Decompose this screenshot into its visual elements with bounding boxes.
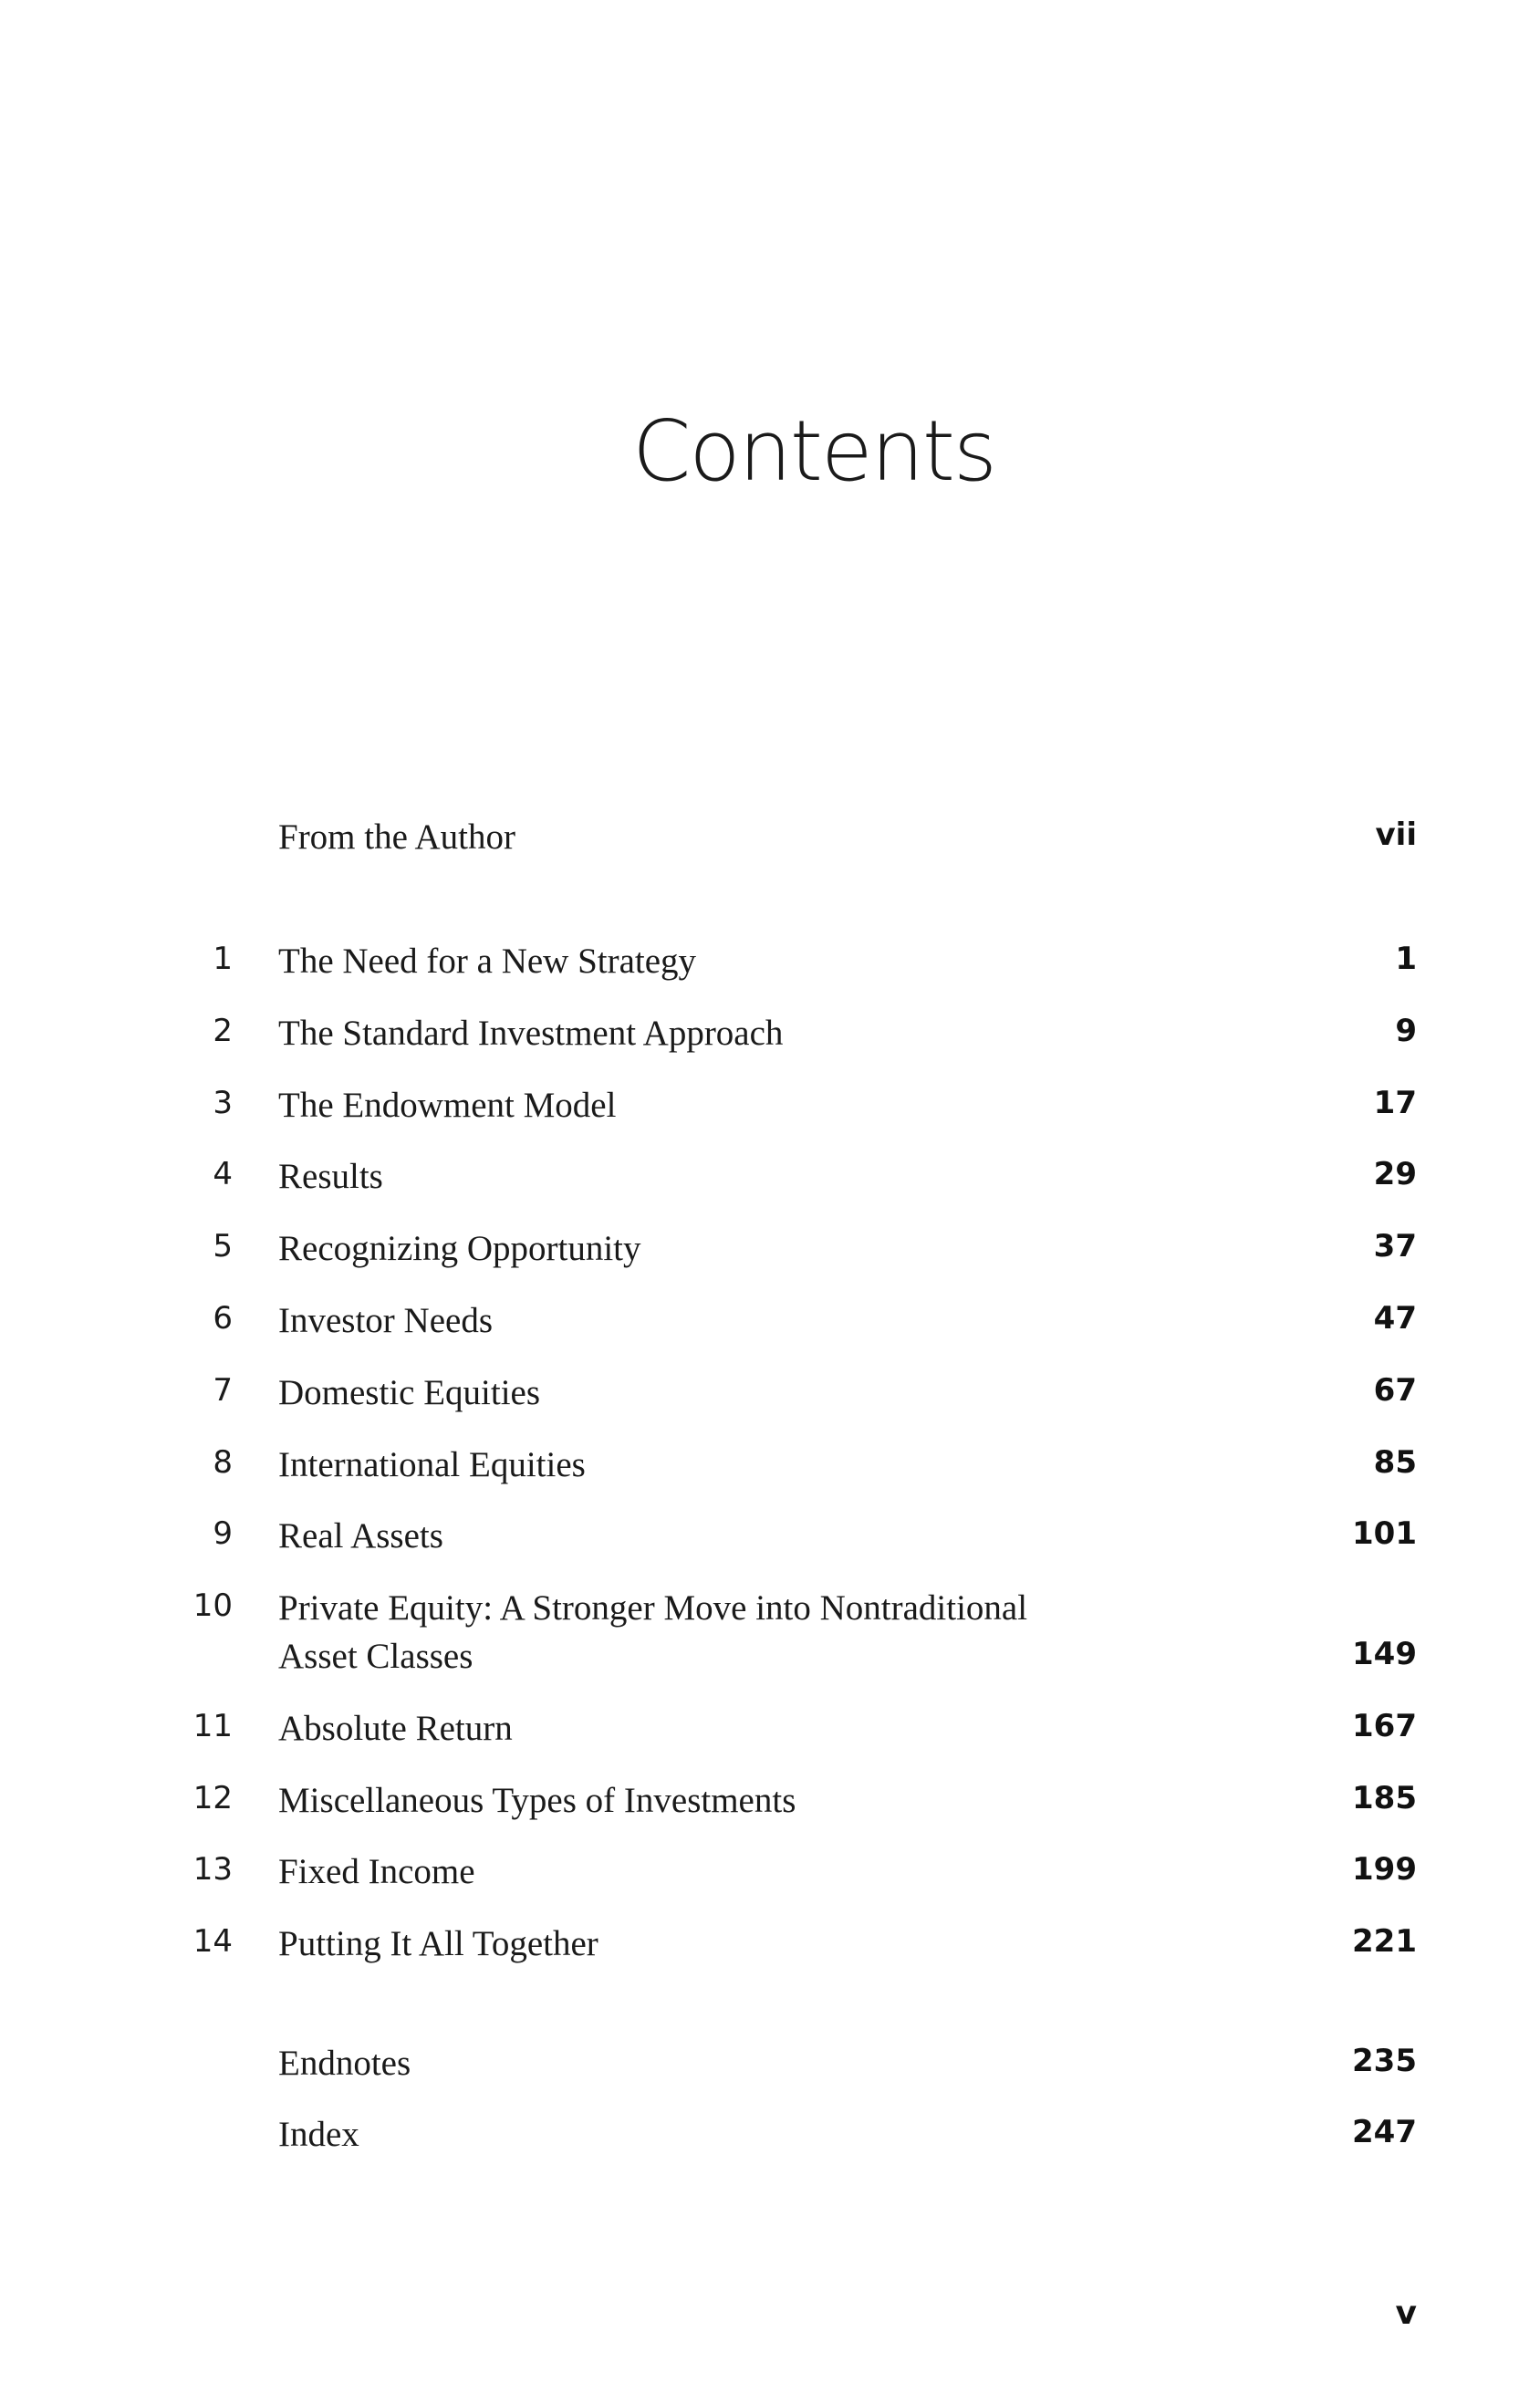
chapter-number: 11 bbox=[192, 1708, 233, 1744]
page-title: Contents bbox=[632, 402, 995, 500]
toc-entry-chapter-12[interactable] bbox=[0, 1776, 1540, 1831]
chapter-number: 3 bbox=[213, 1085, 233, 1121]
toc-entry-page: 247 bbox=[1352, 2114, 1417, 2150]
chapter-number: 13 bbox=[192, 1851, 233, 1888]
toc-entry-chapter-2[interactable] bbox=[0, 1009, 1540, 1064]
chapter-number: 2 bbox=[213, 1013, 233, 1049]
toc-entry-title: Miscellaneous Types of Investments bbox=[278, 1781, 796, 1820]
toc-entry-chapter-10[interactable] bbox=[0, 1584, 1540, 1689]
chapter-number: 10 bbox=[192, 1587, 233, 1624]
toc-entry-chapter-4[interactable] bbox=[0, 1152, 1540, 1207]
toc-entry-page: 37 bbox=[1373, 1228, 1417, 1264]
chapter-number: 5 bbox=[213, 1228, 233, 1264]
toc-entry-page: vii bbox=[1375, 817, 1417, 853]
toc-entry-chapter-14[interactable] bbox=[0, 1920, 1540, 1974]
toc-entry-title: Recognizing Opportunity bbox=[278, 1229, 641, 1268]
toc-entry-chapter-7[interactable] bbox=[0, 1368, 1540, 1423]
toc-entry-page: 185 bbox=[1352, 1780, 1417, 1816]
toc-entry-title: Fixed Income bbox=[278, 1852, 475, 1891]
toc-entry-title-line2: Asset Classes bbox=[278, 1637, 473, 1676]
toc-entry-page: 29 bbox=[1373, 1156, 1417, 1192]
toc-entry-chapter-9[interactable] bbox=[0, 1512, 1540, 1566]
toc-entry-page: 221 bbox=[1352, 1923, 1417, 1960]
chapter-number: 7 bbox=[213, 1372, 233, 1409]
toc-entry-chapter-11[interactable] bbox=[0, 1704, 1540, 1759]
chapter-number: 1 bbox=[213, 941, 233, 977]
toc-entry-chapter-5[interactable] bbox=[0, 1224, 1540, 1279]
toc-entry-page: 67 bbox=[1373, 1372, 1417, 1409]
toc-entry-chapter-6[interactable] bbox=[0, 1296, 1540, 1351]
toc-entry-title: Absolute Return bbox=[278, 1709, 513, 1748]
toc-entry-title: Index bbox=[278, 2115, 359, 2154]
toc-entry-page: 235 bbox=[1352, 2043, 1417, 2079]
toc-entry-chapter-8[interactable] bbox=[0, 1441, 1540, 1495]
chapter-number: 8 bbox=[213, 1444, 233, 1481]
toc-entry-page: 47 bbox=[1373, 1300, 1417, 1337]
toc-entry-page: 1 bbox=[1395, 941, 1417, 977]
chapter-number: 14 bbox=[192, 1923, 233, 1960]
toc-entry-endnotes[interactable] bbox=[0, 2039, 1540, 2094]
toc-entry-title: From the Author bbox=[278, 817, 515, 857]
toc-entry-title: Endnotes bbox=[278, 2044, 411, 2083]
toc-entry-page: 167 bbox=[1352, 1708, 1417, 1744]
toc-entry-page: 17 bbox=[1373, 1085, 1417, 1121]
toc-entry-title: The Standard Investment Approach bbox=[278, 1014, 784, 1053]
toc-entry-page: 199 bbox=[1352, 1851, 1417, 1888]
toc-entry-page: 149 bbox=[1352, 1636, 1417, 1672]
toc-entry-page: 9 bbox=[1395, 1013, 1417, 1049]
toc-entry-index[interactable] bbox=[0, 2110, 1540, 2165]
toc-entry-title: Real Assets bbox=[278, 1516, 443, 1556]
toc-entry-page: 85 bbox=[1373, 1444, 1417, 1481]
toc-entry-title: Putting It All Together bbox=[278, 1924, 598, 1963]
toc-entry-chapter-13[interactable] bbox=[0, 1847, 1540, 1902]
toc-entry-page: 101 bbox=[1352, 1515, 1417, 1552]
toc-entry-from-the-author[interactable] bbox=[0, 813, 1540, 868]
toc-entry-title: Results bbox=[278, 1157, 383, 1196]
page-number: v bbox=[1395, 2295, 1417, 2332]
toc-entry-chapter-3[interactable] bbox=[0, 1081, 1540, 1136]
toc-entry-title: International Equities bbox=[278, 1445, 586, 1484]
toc-entry-title: The Endowment Model bbox=[278, 1086, 617, 1125]
chapter-number: 9 bbox=[213, 1515, 233, 1552]
toc-entry-title: Investor Needs bbox=[278, 1301, 494, 1340]
toc-entry-chapter-1[interactable] bbox=[0, 937, 1540, 992]
toc-entry-title: The Need for a New Strategy bbox=[278, 942, 697, 981]
chapter-number: 4 bbox=[213, 1156, 233, 1192]
toc-entry-title: Domestic Equities bbox=[278, 1373, 541, 1412]
chapter-number: 12 bbox=[192, 1780, 233, 1816]
toc-entry-title-line1: Private Equity: A Stronger Move into Nontraditional bbox=[278, 1588, 1028, 1628]
chapter-number: 6 bbox=[213, 1300, 233, 1337]
